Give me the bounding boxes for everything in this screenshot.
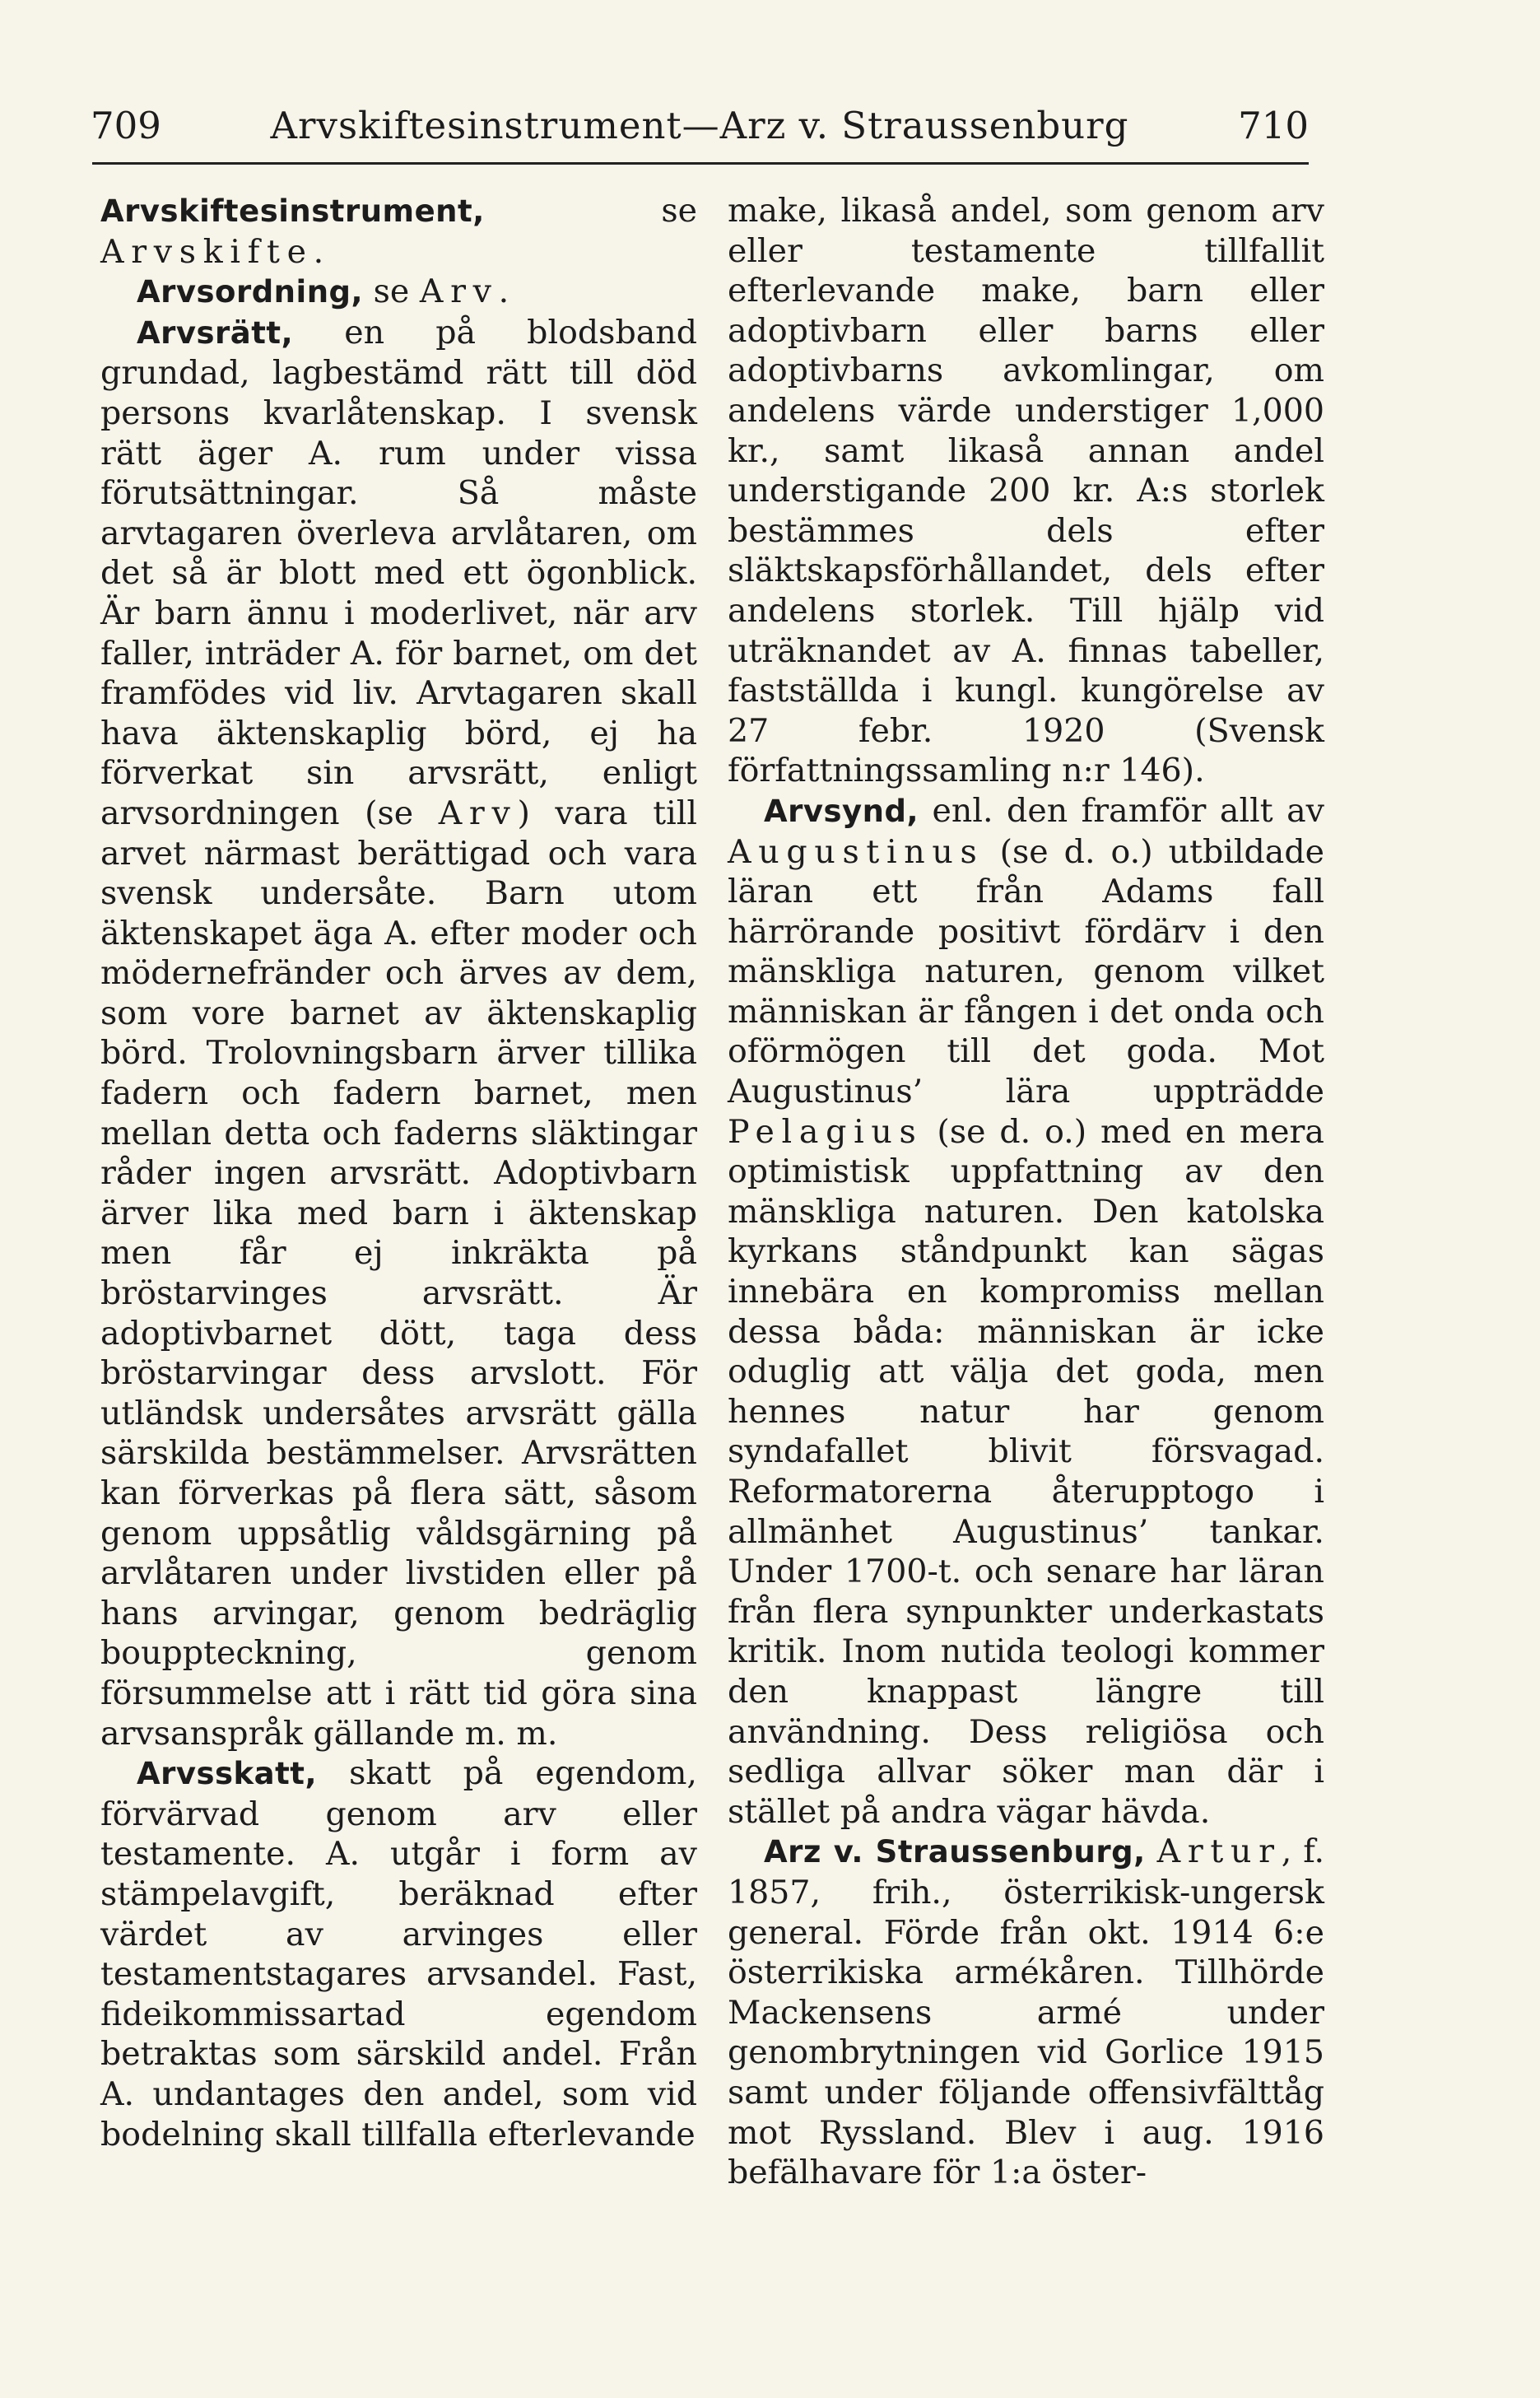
headword: Arvskiftesinstrument,: [100, 193, 485, 229]
headword: Arvsskatt,: [137, 1756, 318, 1792]
entry-text: (se d. o.) utbildade läran ett från Adams fall härrörande positivt fördärv i den mänskliga naturen, genom vilket människan är fången i det onda och oförmögen till det goda. Mot Augustinus’ lära uppträdde: [728, 832, 1324, 1111]
entry-arz-v-straussenburg: [728, 1832, 1324, 2192]
entry-text: ) vara till arvet närmast berättigad och vara svensk undersåte. Barn utom äktenskapet äga A. efter moder och mödernefränder och ärves av dem, som vore barnet av äktenskaplig börd. Trolovningsbarn ärver tillika fadern och fadern barnet, men mellan detta och faderns släktingar råder ingen arvsrätt. Adoptivbarn ärver lika med barn i äktenskap men får ej inkräkta på bröstarvinges arvsrätt. Är adoptivbarnet dött, taga dess bröstarvingar dess arvslott. För utländsk undersåtes arvsrätt gälla särskilda bestämmelser. Arvsrätten kan förverkas på flera sätt, såsom genom uppsåtlig våldsgärning på arvlåtaren under livstiden eller på hans arvingar, genom bedräglig bouppteckning, genom försummelse att i rätt tid göra sina arvsanspråk gällande m. m.: [100, 794, 697, 1753]
headword: Arvsrätt,: [137, 314, 294, 351]
entry-arvsynd: [728, 791, 1324, 1832]
entry-arvsskatt: [100, 1753, 697, 2154]
entry-arvsratt: [100, 313, 697, 1753]
right-column: [728, 191, 1324, 2249]
cross-reference: Pelagius: [728, 1112, 924, 1151]
cross-reference: Augustinus: [728, 832, 984, 871]
punctuation: .: [498, 272, 509, 311]
entry-text: en på blodsband grundad, lagbestämd rätt till död persons kvarlåtenskap. I svensk rätt äger A. rum under vissa förutsättningar. Så måste arvtagaren överleva arvlåtaren, om det så är blott med ett ögonblick. Är barn ännu i moderlivet, när arv faller, inträder A. för barnet, om det framfödes vid liv. Arvtagaren skall hava äktenskaplig börd, ej ha förverkat sin arvsrätt, enligt arvsordningen (se: [100, 313, 697, 832]
headword: Arz v. Straussenburg,: [764, 1834, 1146, 1870]
entry-arvskiftesinstrument: [100, 191, 697, 272]
left-column: [100, 191, 697, 2249]
cross-reference: Arv: [438, 794, 518, 832]
entry-text: , f. 1857, frih., österrikisk-ungersk general. Förde från okt. 1914 6:e österrikiska armékåren. Tillhörde Mackensens armé under genombrytningen vid Gorlice 1915 samt under följande offensivfälttåg mot Ryssland. Blev i aug. 1916 befälhavare för 1:a öster-: [728, 1832, 1324, 2192]
punctuation: .: [313, 232, 324, 271]
person-name: Artur: [1156, 1832, 1282, 1871]
page-number-right: 710: [1238, 104, 1309, 147]
cross-reference: Arvskifte: [100, 232, 314, 271]
entry-text: (se d. o.) med en mera optimistisk uppfattning av den mänskliga naturen. Den katolska kyrkans ståndpunkt kan sägas innebära en kompromiss mellan dessa båda: människan är icke oduglig att välja det goda, men hennes natur har genom syndafallet blivit försvagad. Reformatorerna återupptogo i allmänhet Augustinus’ tankar. Under 1700-t. och senare har läran från flera synpunkter underkastats kritik. Inom nutida teologi kommer den knappast längre till användning. Dess religiösa och sedliga allvar söker man där i stället på andra vägar hävda.: [728, 1112, 1324, 1831]
entry-text: make, likaså andel, som genom arv eller testamente tillfallit efterlevande make, barn eller adoptivbarn eller barns eller adoptivbarns avkomlingar, om andelens värde understiger 1,000 kr., samt likaså annan andel understigande 200 kr. A:s storlek bestämmes dels efter släktskapsförhållandet, dels efter andelens storlek. Till hjälp vid uträknandet av A. finnas tabeller, fastställda i kungl. kungörelse av 27 febr. 1920 (Svensk författningssamling n:r 146).: [728, 192, 1324, 790]
see-reference: se: [661, 192, 697, 230]
entry-text: skatt på egendom, förvärvad genom arv eller testamente. A. utgår i form av stämpelavgift, beräknad efter värdet av arvinges eller testamentstagares arvsandel. Fast, fideikommissartad egendom betraktas som särskild andel. Från A. undantages den andel, som vid bodelning skall tillfalla efterlevande: [100, 1754, 697, 2154]
running-head: [91, 97, 1309, 155]
headword: Arvsordning,: [137, 274, 364, 310]
header-rule: [92, 162, 1309, 165]
entry-arvsskatt-continued: [728, 191, 1324, 791]
see-reference: se: [373, 272, 410, 311]
entry-text: enl. den framför allt av: [932, 791, 1324, 830]
cross-reference: Arv: [419, 272, 499, 311]
entry-arvsordning: [100, 272, 697, 313]
headword: Arvsynd,: [764, 793, 919, 829]
running-title: Arvskiftesinstrument—Arz v. Straussenburg: [270, 104, 1129, 147]
page-number-left: 709: [91, 104, 161, 147]
